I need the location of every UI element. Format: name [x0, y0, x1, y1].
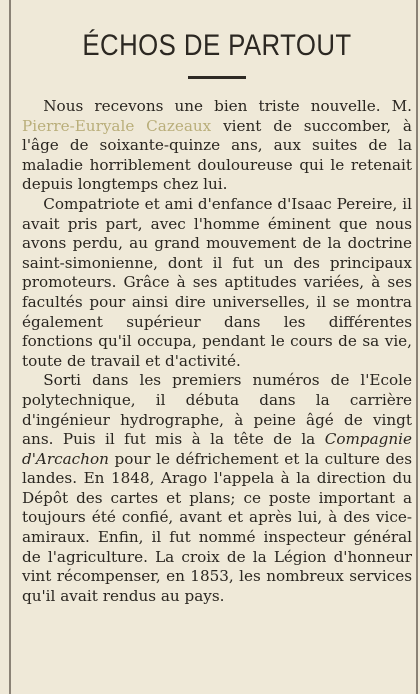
- paragraph-3: [22, 371, 412, 606]
- paragraph-1: [22, 97, 412, 195]
- paragraph-1-text-end: vient de succomber, à l'âge de soixante-quinze ans, aux suites de la maladie horriblement douloureuse qui le retenait depuis longtemps chez lui.: [22, 116, 412, 194]
- article-title: ÉCHOS DE PARTOUT: [82, 29, 352, 62]
- left-column-rule: [9, 0, 11, 694]
- article-column: [22, 0, 412, 606]
- paragraph-3-text-start: Sorti dans les premiers numéros de l'Ecole polytechnique, il débuta dans la carrière d'ingénieur hydrographe, à peine âgé de vingt ans. Puis il fut mis à la tête de la: [22, 371, 412, 449]
- paragraph-2: Compatriote et ami d'enfance d'Isaac Pereire, il avait pris part, avec l'homme éminent que nous avons perdu, au grand mouvement de la doctrine saint-simonienne, dont il fut un des principaux promoteurs. Grâce à ses aptitudes variées, à ses facultés pour ainsi dire universelles, il se montra également supérieur dans les différentes fonctions qu'il occupa, pendant le cours de sa vie, toute de travail et d'activité.: [22, 194, 412, 370]
- paragraph-1-text-start: Nous recevons une bien triste nouvelle. M.: [43, 97, 412, 115]
- right-column-rule: [416, 0, 418, 694]
- company-name: Compagnie d'Arcachon: [22, 430, 412, 468]
- paragraph-3-text-end: pour le défrichement et la culture des landes. En 1848, Arago l'appela à la direction du Dépôt des cartes et plans; ce poste important a toujours été confié, avant et après lui, à des vice-amiraux. Enfin, il fut nommé inspecteur général de l'agriculture. La croix de la Légion d'honneur vint récompenser, en 1853, les nombreux services qu'il avait rendus au pays.: [22, 449, 412, 605]
- title-divider: [188, 76, 246, 79]
- person-name-highlight: Pierre-Euryale Cazeaux: [22, 116, 212, 135]
